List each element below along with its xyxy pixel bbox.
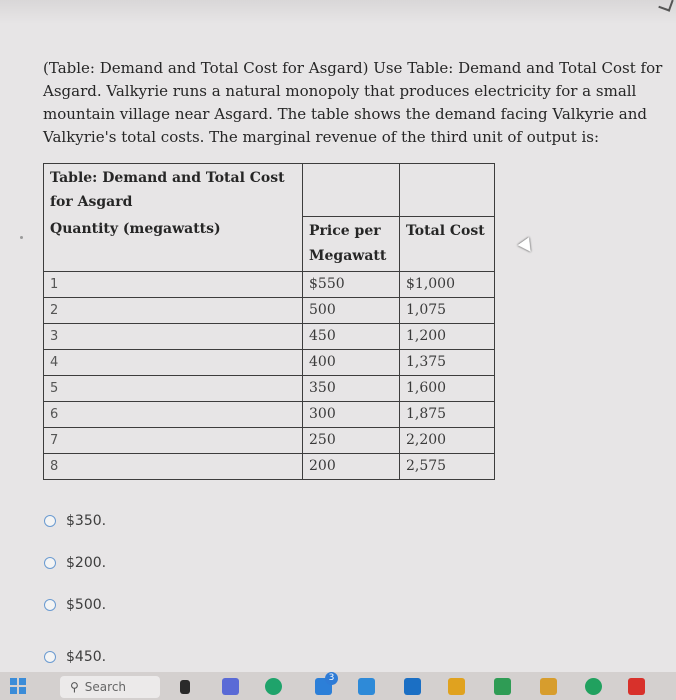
demand-cost-table	[43, 163, 495, 480]
option-500[interactable]	[44, 597, 106, 613]
option-label: $200.	[66, 555, 107, 571]
price-cell: 400	[303, 350, 400, 376]
question-text: (Table: Demand and Total Cost for Asgard) Use Table: Demand and Total Cost for Asgard. Valkyrie runs a natural monopoly that produces electricity for a small mountain village near Asgard. The table shows the demand facing Valkyrie and Valkyrie's total costs. The marginal revenue of the third unit of output is:	[43, 59, 663, 146]
table-row	[44, 376, 495, 402]
search-label: Search	[84, 680, 127, 694]
quantity-cell: 2	[44, 298, 303, 324]
radio-button[interactable]	[44, 599, 56, 611]
table-row	[44, 272, 495, 298]
quantity-cell: 4	[44, 350, 303, 376]
margin-dot	[20, 236, 23, 239]
total-cost-cell: 1,875	[400, 402, 495, 428]
table-row	[44, 298, 495, 324]
total-cost-cell: 1,375	[400, 350, 495, 376]
option-450[interactable]	[44, 649, 106, 665]
outlook-icon[interactable]	[404, 678, 421, 695]
video-call-icon[interactable]	[222, 678, 239, 695]
quantity-cell: 7	[44, 428, 303, 454]
quantity-cell: 5	[44, 376, 303, 402]
total-cost-cell: 2,575	[400, 454, 495, 480]
total-cost-cell: 2,200	[400, 428, 495, 454]
file-explorer-icon[interactable]	[180, 680, 190, 694]
price-cell: 350	[303, 376, 400, 402]
total-cost-cell: $1,000	[400, 272, 495, 298]
table-row	[44, 454, 495, 480]
mouse-cursor-icon	[518, 237, 537, 256]
table-row	[44, 402, 495, 428]
acrobat-icon[interactable]	[628, 678, 645, 695]
search-icon: ⚲	[70, 680, 79, 694]
wifi-app-icon[interactable]	[585, 678, 602, 695]
total-cost-header: Total Cost	[400, 217, 495, 272]
price-cell: 300	[303, 402, 400, 428]
quantity-cell: 8	[44, 454, 303, 480]
store-icon[interactable]	[315, 673, 335, 695]
table-header-row	[44, 164, 495, 217]
price-cell: 450	[303, 324, 400, 350]
option-350[interactable]	[44, 513, 106, 529]
option-200[interactable]	[44, 555, 106, 571]
total-cost-cell: 1,600	[400, 376, 495, 402]
price-cell: 200	[303, 454, 400, 480]
table-title: Table: Demand and Total Cost for Asgard	[50, 170, 285, 210]
calendar-icon[interactable]	[494, 678, 511, 695]
price-header: Price per Megawatt	[303, 217, 400, 272]
price-cell: 250	[303, 428, 400, 454]
quantity-header: Quantity (megawatts)	[50, 221, 221, 237]
table-row	[44, 324, 495, 350]
header-blank-cell	[303, 164, 400, 217]
quantity-cell: 6	[44, 402, 303, 428]
folder-icon[interactable]	[540, 678, 557, 695]
edge-browser-icon[interactable]	[265, 678, 282, 695]
price-cell: 500	[303, 298, 400, 324]
quantity-cell: 3	[44, 324, 303, 350]
word-icon[interactable]	[358, 678, 375, 695]
radio-button[interactable]	[44, 651, 56, 663]
total-cost-cell: 1,200	[400, 324, 495, 350]
quantity-cell: 1	[44, 272, 303, 298]
page-top-edge	[0, 0, 676, 24]
price-cell: $550	[303, 272, 400, 298]
windows-start-icon[interactable]	[10, 678, 26, 694]
chat-icon[interactable]	[448, 678, 465, 695]
table-row	[44, 350, 495, 376]
total-cost-cell: 1,075	[400, 298, 495, 324]
radio-button[interactable]	[44, 515, 56, 527]
taskbar-search[interactable]	[60, 676, 160, 698]
radio-button[interactable]	[44, 557, 56, 569]
notification-badge: 3	[325, 672, 338, 685]
option-label: $350.	[66, 513, 107, 529]
header-blank-cell	[400, 164, 495, 217]
taskbar	[0, 672, 676, 700]
table-title-cell	[44, 164, 303, 272]
table-row	[44, 428, 495, 454]
option-label: $450.	[66, 649, 107, 665]
option-label: $500.	[66, 597, 107, 613]
